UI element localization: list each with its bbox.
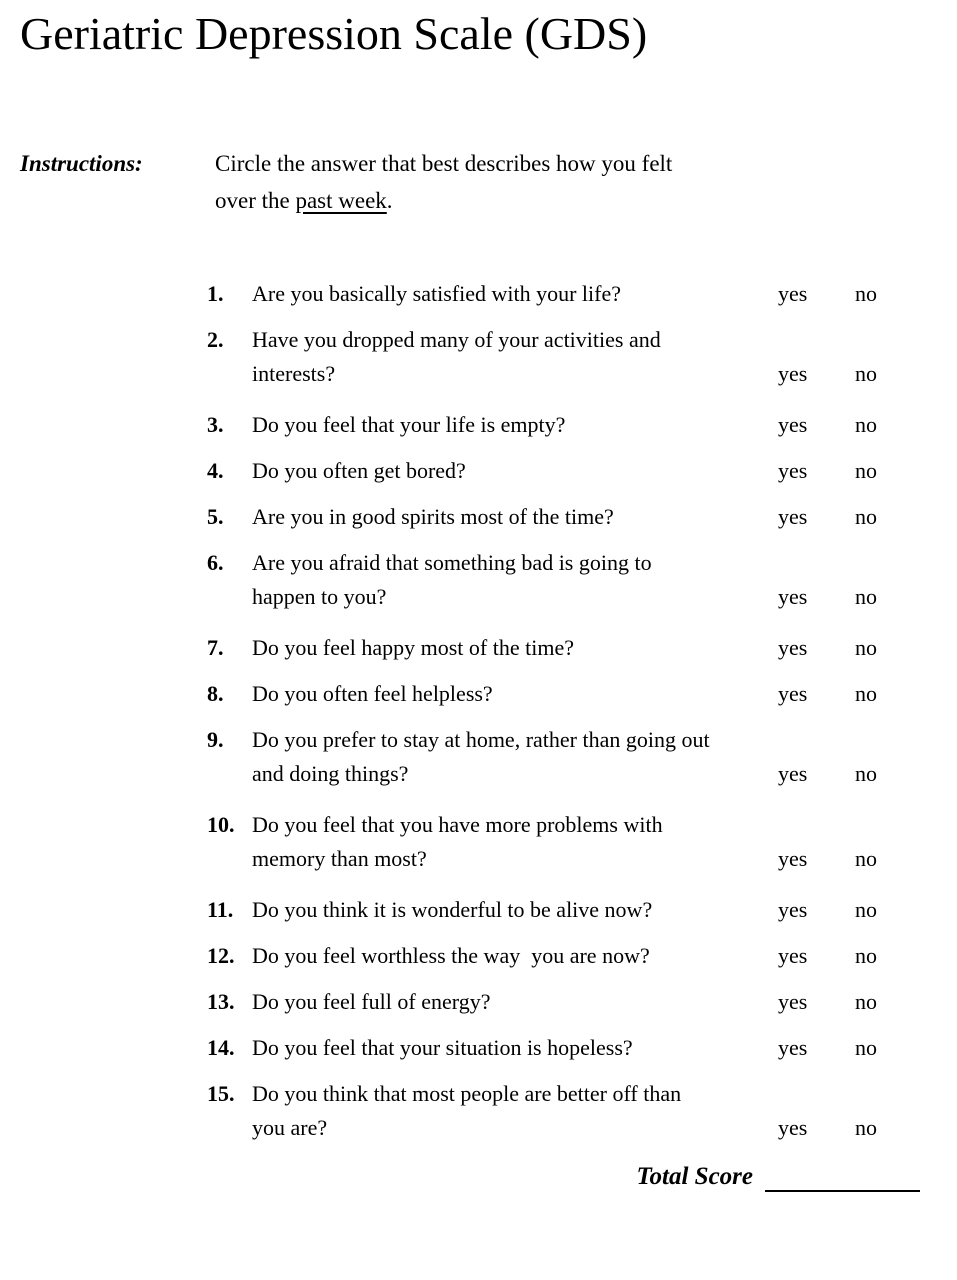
question-line: interests? (252, 360, 336, 386)
answer-yes[interactable]: yes (778, 845, 808, 871)
instructions-line-2-pre: over the (215, 187, 296, 213)
question-line: and doing things? (252, 760, 409, 786)
question-text (252, 277, 778, 311)
question-line: Do you often get bored? (252, 457, 466, 483)
question-text (252, 1031, 778, 1065)
question-row-5 (207, 500, 957, 534)
answer-no[interactable]: no (855, 896, 877, 922)
answer-no[interactable]: no (855, 457, 877, 483)
question-number: 6. (207, 549, 224, 575)
question-line: Do you feel full of energy? (252, 988, 491, 1014)
question-text (252, 1077, 778, 1145)
question-row-8 (207, 677, 957, 711)
question-text (252, 323, 778, 391)
question-row-11 (207, 893, 957, 927)
question-text (252, 808, 778, 876)
answer-yes[interactable]: yes (778, 280, 808, 306)
question-line: happen to you? (252, 583, 387, 609)
question-number: 7. (207, 634, 224, 660)
question-line: Do you feel worthless the way you are now? (252, 942, 650, 968)
answer-no[interactable]: no (855, 411, 877, 437)
question-row-15 (207, 1077, 957, 1145)
question-number: 10. (207, 811, 235, 837)
question-row-1 (207, 277, 957, 311)
answer-yes[interactable]: yes (778, 503, 808, 529)
answer-no[interactable]: no (855, 988, 877, 1014)
question-line: Do you often feel helpless? (252, 680, 493, 706)
question-line: Have you dropped many of your activities and (252, 326, 661, 352)
question-row-2 (207, 323, 957, 391)
question-number: 11. (207, 896, 234, 922)
question-text (252, 454, 778, 488)
question-row-3 (207, 408, 957, 442)
answer-yes[interactable]: yes (778, 411, 808, 437)
instructions-line-2-post: . (386, 187, 393, 213)
question-line: you are? (252, 1114, 328, 1140)
total-score-blank[interactable] (765, 1162, 920, 1192)
answer-no[interactable]: no (855, 1034, 877, 1060)
instructions-line-2 (215, 182, 672, 219)
question-number: 9. (207, 726, 224, 752)
question-text (252, 677, 778, 711)
question-line: Do you feel that you have more problems with (252, 811, 663, 837)
question-line: Are you in good spirits most of the time? (252, 503, 614, 529)
question-row-14 (207, 1031, 957, 1065)
question-number: 5. (207, 503, 224, 529)
total-score-row (0, 1162, 957, 1192)
answer-no[interactable]: no (855, 942, 877, 968)
question-number: 12. (207, 942, 235, 968)
question-text (252, 500, 778, 534)
instructions-label: Instructions: (20, 150, 143, 176)
page-title: Geriatric Depression Scale (GDS) (20, 8, 648, 59)
question-number: 2. (207, 326, 224, 352)
answer-no[interactable]: no (855, 360, 877, 386)
question-line: Do you think it is wonderful to be alive now? (252, 896, 653, 922)
question-text (252, 893, 778, 927)
instructions-line-1: Circle the answer that best describes how you felt (215, 150, 673, 176)
question-number: 8. (207, 680, 224, 706)
question-text (252, 939, 778, 973)
question-line: memory than most? (252, 845, 427, 871)
question-number: 4. (207, 457, 224, 483)
answer-yes[interactable]: yes (778, 896, 808, 922)
answer-yes[interactable]: yes (778, 988, 808, 1014)
question-row-9 (207, 723, 957, 791)
question-number: 14. (207, 1034, 235, 1060)
question-text (252, 546, 778, 614)
answer-no[interactable]: no (855, 845, 877, 871)
answer-yes[interactable]: yes (778, 583, 808, 609)
question-row-4 (207, 454, 957, 488)
total-score-label: Total Score (636, 1162, 753, 1190)
answer-yes[interactable]: yes (778, 1034, 808, 1060)
question-line: Are you basically satisfied with your life? (252, 280, 622, 306)
question-row-7 (207, 631, 957, 665)
question-line: Do you think that most people are better off than (252, 1080, 682, 1106)
question-line: Do you feel happy most of the time? (252, 634, 574, 660)
question-line: Are you afraid that something bad is going to (252, 549, 652, 575)
questions-list (0, 277, 957, 1145)
answer-no[interactable]: no (855, 1114, 877, 1140)
answer-no[interactable]: no (855, 634, 877, 660)
instructions-line-2-underline: past week (295, 187, 387, 213)
answer-yes[interactable]: yes (778, 634, 808, 660)
answer-yes[interactable]: yes (778, 680, 808, 706)
answer-yes[interactable]: yes (778, 942, 808, 968)
question-number: 13. (207, 988, 235, 1014)
question-number: 3. (207, 411, 224, 437)
question-line: Do you feel that your life is empty? (252, 411, 566, 437)
question-row-13 (207, 985, 957, 1019)
question-text (252, 631, 778, 665)
question-text (252, 985, 778, 1019)
question-row-10 (207, 808, 957, 876)
question-line: Do you feel that your situation is hopeless? (252, 1034, 633, 1060)
answer-yes[interactable]: yes (778, 760, 808, 786)
instructions-section (0, 145, 957, 219)
instructions-text (215, 145, 672, 219)
answer-no[interactable]: no (855, 503, 877, 529)
answer-no[interactable]: no (855, 680, 877, 706)
question-row-12 (207, 939, 957, 973)
question-text (252, 723, 778, 791)
answer-yes[interactable]: yes (778, 360, 808, 386)
question-text (252, 408, 778, 442)
answer-no[interactable]: no (855, 760, 877, 786)
answer-yes[interactable]: yes (778, 457, 808, 483)
question-number: 1. (207, 280, 224, 306)
question-line: Do you prefer to stay at home, rather than going out (252, 726, 710, 752)
answer-no[interactable]: no (855, 583, 877, 609)
question-row-6 (207, 546, 957, 614)
answer-no[interactable]: no (855, 280, 877, 306)
question-number: 15. (207, 1080, 235, 1106)
answer-yes[interactable]: yes (778, 1114, 808, 1140)
